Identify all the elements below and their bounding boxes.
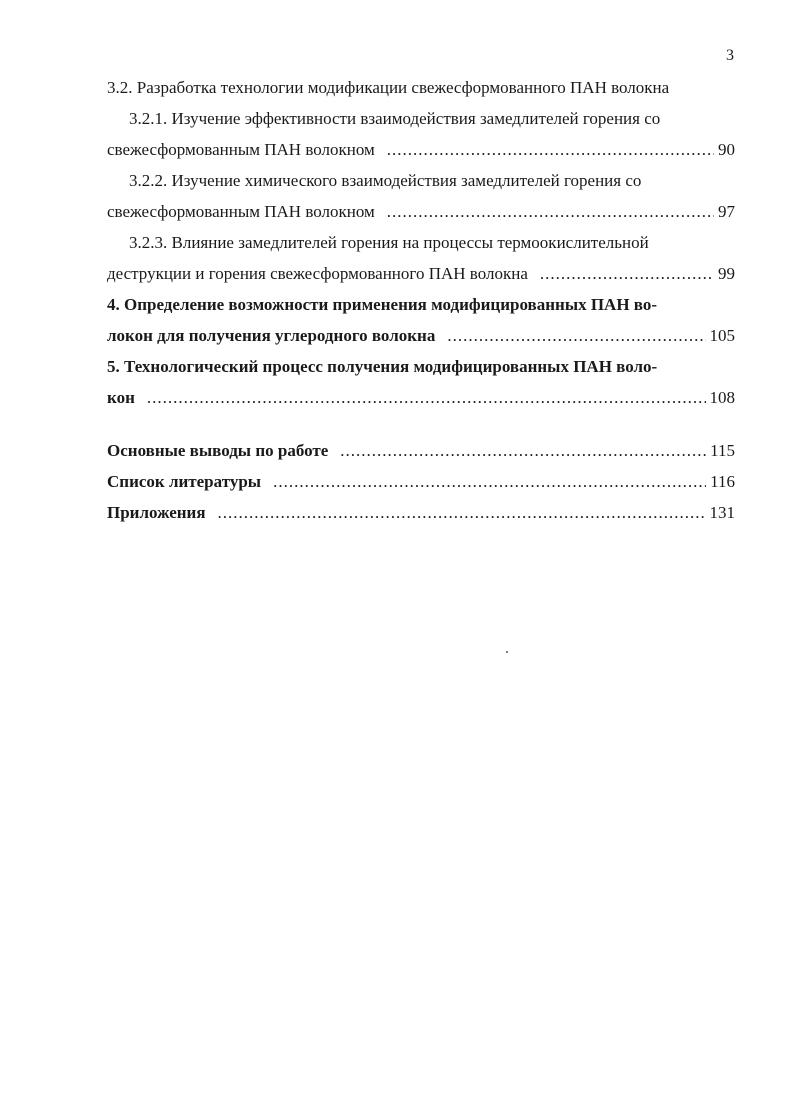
dot-leader <box>387 196 714 227</box>
dot-leader <box>218 497 706 528</box>
toc-entry-text: Список литературы <box>107 472 262 491</box>
toc-entry-3-2-2-line2 <box>107 196 735 227</box>
toc-entry-3-2-1-line2 <box>107 134 735 165</box>
toc-entry-3-2-1-line1: 3.2.1. Изучение эффективности взаимодействия замедлителей горения со <box>129 109 661 128</box>
dot-leader <box>447 320 705 351</box>
toc-entry-text: свежесформованным ПАН волокном <box>107 202 375 221</box>
toc-entry-text: деструкции и горения свежесформованного ПАН волокна <box>107 264 528 283</box>
toc-page-number: 99 <box>718 264 735 283</box>
toc-entry-appendices <box>107 497 735 528</box>
toc-entry-references <box>107 466 735 497</box>
page-number: 3 <box>726 47 734 64</box>
toc-entry-3-2: 3.2. Разработка технологии модификации свежесформованного ПАН волокна <box>107 78 670 97</box>
toc-page-number: 105 <box>709 326 735 345</box>
toc-entry-5-line1: 5. Технологический процесс получения модифицированных ПАН воло- <box>107 357 658 376</box>
dot-leader <box>273 466 706 497</box>
toc-entry-3-2-3-line2 <box>107 258 735 289</box>
toc-entry-3-2-2-line1: 3.2.2. Изучение химического взаимодействия замедлителей горения со <box>129 171 642 190</box>
toc-page-number: 90 <box>718 140 735 159</box>
toc-entry-4-line1: 4. Определение возможности применения модифицированных ПАН во- <box>107 295 658 314</box>
dot-leader <box>147 382 706 413</box>
spacer <box>107 413 735 435</box>
toc-entry-text: кон <box>107 388 135 407</box>
toc-page-number: 97 <box>718 202 735 221</box>
scan-speck <box>506 651 508 653</box>
toc-entry-3-2-3-line1: 3.2.3. Влияние замедлителей горения на процессы термоокислительной <box>129 233 649 252</box>
toc-page-number: 116 <box>710 472 735 491</box>
dot-leader <box>540 258 714 289</box>
dot-leader <box>340 435 706 466</box>
table-of-contents <box>107 72 735 528</box>
toc-entry-text: локон для получения углеродного волокна <box>107 326 436 345</box>
dot-leader <box>387 134 714 165</box>
toc-page-number: 115 <box>710 441 735 460</box>
toc-entry-conclusions <box>107 435 735 466</box>
toc-entry-4-line2 <box>107 320 735 351</box>
toc-page-number: 108 <box>709 388 735 407</box>
toc-entry-text: Основные выводы по работе <box>107 441 329 460</box>
toc-entry-text: Приложения <box>107 503 206 522</box>
toc-page-number: 131 <box>709 503 735 522</box>
toc-entry-text: свежесформованным ПАН волокном <box>107 140 375 159</box>
toc-entry-5-line2 <box>107 382 735 413</box>
